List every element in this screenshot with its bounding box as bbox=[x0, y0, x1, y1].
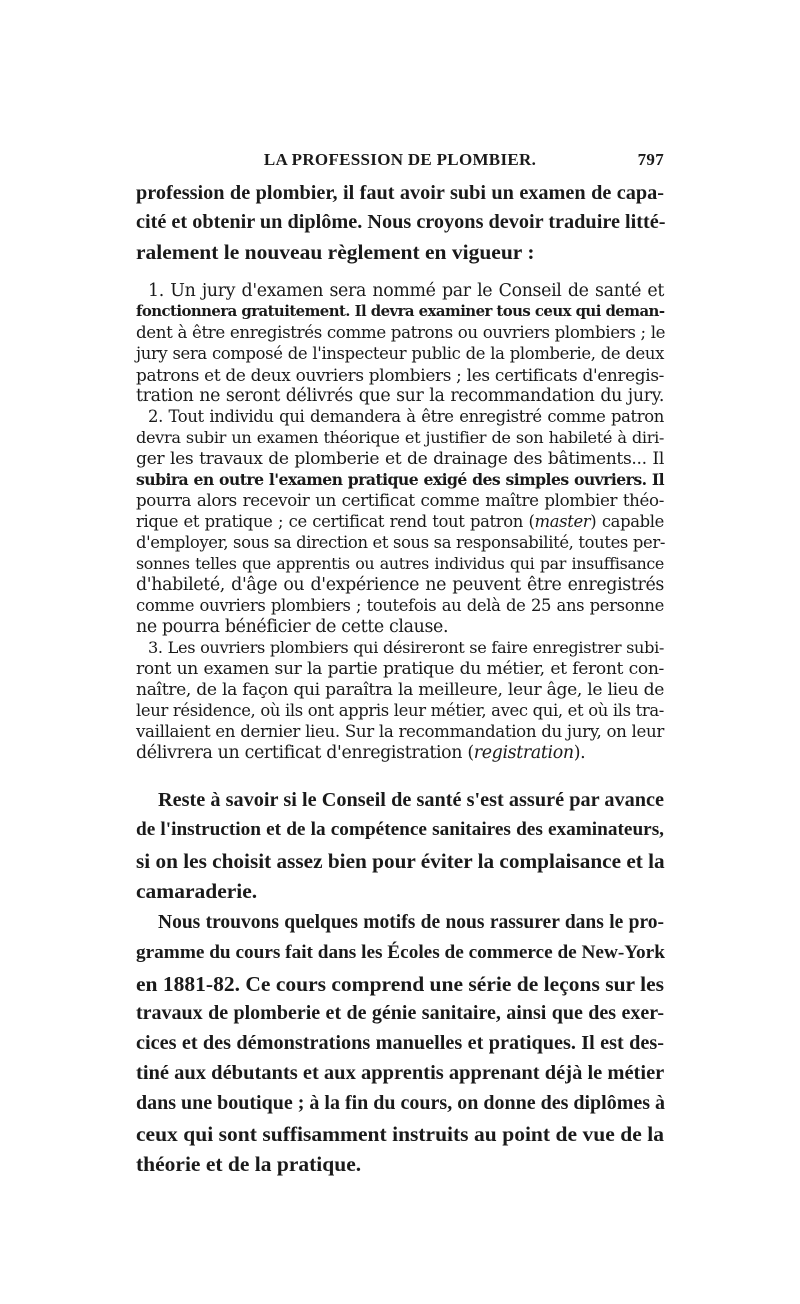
rule-2-line: devra subir un examen théorique et justifier de son habileté à diri- bbox=[136, 428, 664, 447]
rule-3-line: naître, de la façon qui paraîtra la meilleure, leur âge, le lieu de bbox=[136, 680, 664, 700]
italic-term-registration: registration bbox=[473, 743, 574, 763]
closing-line: gramme du cours fait dans les Écoles de commerce de New-York bbox=[136, 942, 665, 963]
rule-2-line: 2. Tout individu qui demandera à être enregistré comme patron bbox=[148, 407, 664, 426]
closing-line: dans une boutique ; à la fin du cours, on donne des diplômes à bbox=[136, 1092, 666, 1114]
rule-2-line: sonnes telles que apprentis ou autres individus qui par insuffisance bbox=[136, 554, 664, 573]
closing-line: Reste à savoir si le Conseil de santé s'est assuré par avance bbox=[158, 789, 664, 811]
rule-1-line: patrons et de deux ouvriers plombiers ; les certificats d'enregis- bbox=[136, 365, 664, 385]
intro-line: ralement le nouveau règlement en vigueur : bbox=[136, 240, 535, 264]
closing-line: camaraderie. bbox=[136, 879, 258, 903]
intro-line: profession de plombier, il faut avoir subi un examen de capa- bbox=[136, 182, 664, 204]
italic-term-master: master bbox=[534, 512, 591, 531]
closing-line: cices et des démonstrations manuelles et pratiques. Il est des- bbox=[136, 1032, 664, 1054]
rule-3-line: vaillaient en dernier lieu. Sur la recommandation du jury, on leur bbox=[136, 722, 664, 741]
running-title: LA PROFESSION DE PLOMBIER. bbox=[263, 150, 537, 169]
closing-line: théorie et de la pratique. bbox=[136, 1152, 362, 1176]
rule-2-line: ger les travaux de plomberie et de drainage des bâtiments... Il bbox=[136, 449, 664, 469]
rule-2-line: comme ouvriers plombiers ; toutefois au delà de 25 ans personne bbox=[136, 596, 664, 615]
rule-1-line: jury sera composé de l'inspecteur public de la plomberie, de deux bbox=[136, 344, 664, 363]
rule-2-line: pourra alors recevoir un certificat comme maître plombier théo- bbox=[136, 491, 664, 510]
rule-2-line: d'employer, sous sa direction et sous sa responsabilité, toutes per- bbox=[136, 533, 666, 552]
rule-2-line: rique et pratique ; ce certificat rend tout patron (master) capable bbox=[136, 512, 665, 531]
intro-line: cité et obtenir un diplôme. Nous croyons devoir traduire litté- bbox=[136, 211, 666, 233]
rule-3-text: délivrera un certificat d'enregistration bbox=[136, 743, 463, 763]
closing-line: en 1881-82. Ce cours comprend une série de leçons sur les bbox=[136, 972, 664, 996]
rule-1-line: 1. Un jury d'examen sera nommé par le Conseil de santé et bbox=[148, 281, 664, 301]
rule-2-line: ne pourra bénéficier de cette clause. bbox=[136, 617, 449, 637]
rule-1-line: tration ne seront délivrés que sur la recommandation du jury. bbox=[136, 386, 664, 406]
rule-2-text: capable bbox=[601, 512, 665, 531]
rule-2-line: d'habileté, d'âge ou d'expérience ne peuvent être enregistrés bbox=[136, 575, 664, 595]
rule-1-line: fonctionnera gratuitement. Il devra examiner tous ceux qui deman- bbox=[136, 302, 665, 320]
closing-line: de l'instruction et de la compétence sanitaires des examinateurs, bbox=[136, 819, 664, 840]
rule-1-line: dent à être enregistrés comme patrons ou ouvriers plombiers ; le bbox=[136, 323, 666, 342]
rule-2-line: subira en outre l'examen pratique exigé des simples ouvriers. Il bbox=[136, 470, 664, 489]
closing-line: ceux qui sont suffisamment instruits au point de vue de la bbox=[136, 1122, 664, 1146]
rule-3-line: leur résidence, où ils ont appris leur métier, avec qui, et où ils tra- bbox=[136, 701, 664, 720]
running-head bbox=[136, 150, 664, 172]
closing-line: Nous trouvons quelques motifs de nous rassurer dans le pro- bbox=[158, 912, 664, 933]
page-number: 797 bbox=[637, 150, 664, 169]
rule-3-line: ront un examen sur la partie pratique du métier, et feront con- bbox=[136, 659, 664, 679]
rule-3-line: 3. Les ouvriers plombiers qui désireront se faire enregistrer subi- bbox=[148, 638, 664, 657]
rule-3-line: délivrera un certificat d'enregistration (registration). bbox=[136, 743, 586, 763]
closing-line: travaux de plomberie et de génie sanitaire, ainsi que des exer- bbox=[136, 1002, 664, 1024]
rule-2-text: rique et pratique ; ce certificat rend tout patron bbox=[136, 512, 523, 531]
closing-line: tiné aux débutants et aux apprentis apprenant déjà le métier bbox=[136, 1062, 665, 1084]
closing-line: si on les choisit assez bien pour éviter la complaisance et la bbox=[136, 849, 665, 873]
